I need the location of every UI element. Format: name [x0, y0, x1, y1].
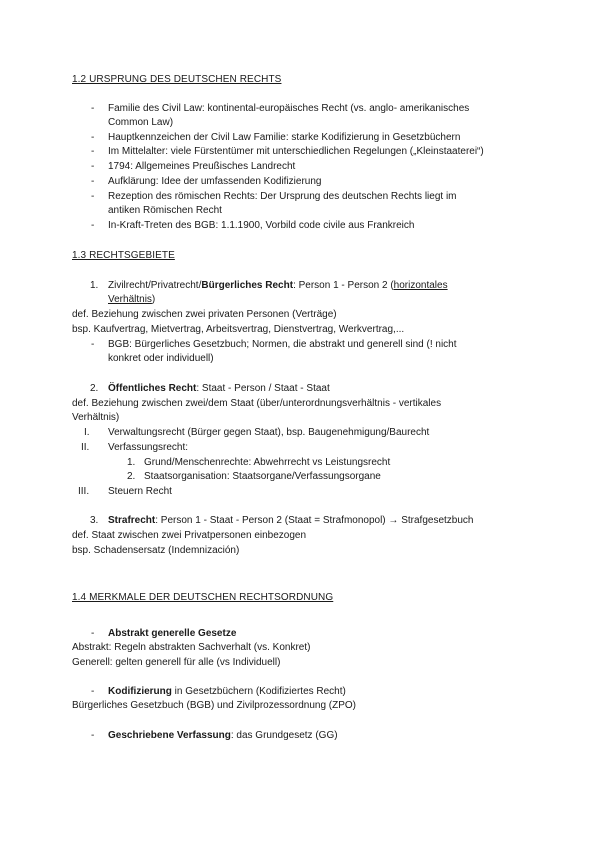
list-item: Verfassungsrecht:	[108, 442, 189, 453]
list-number: 2.	[90, 383, 99, 394]
list-item: 1794: Allgemeines Preußisches Landrecht	[108, 161, 296, 172]
list-item: Common Law)	[108, 117, 174, 128]
definition-text: def. Staat zwischen zwei Privatpersonen einbezogen	[72, 530, 307, 541]
list-item: BGB: Bürgerliches Gesetzbuch; Normen, die abstrakt und generell sind (! nicht	[108, 339, 457, 350]
list-item: Kodifizierung in Gesetzbüchern (Kodifiziertes Recht)	[108, 686, 346, 697]
definition-text: def. Beziehung zwischen zwei/dem Staat (über/unterordnungsverhältnis - vertikales	[72, 398, 442, 409]
list-item: antiken Römischen Recht	[108, 205, 222, 216]
bullet-dash: -	[91, 146, 95, 157]
list-item: Staatsorganisation: Staatsorgane/Verfassungsorgane	[144, 471, 381, 482]
section-heading-1-4: 1.4 MERKMALE DER DEUTSCHEN RECHTSORDNUNG	[72, 592, 334, 603]
sub-number: 2.	[127, 471, 136, 482]
list-item: Im Mittelalter: viele Fürstentümer mit unterschiedlichen Regelungen („Kleinstaaterei“)	[108, 146, 484, 157]
list-item: Verwaltungsrecht (Bürger gegen Staat), bsp. Baugenehmigung/Baurecht	[108, 427, 430, 438]
bullet-dash: -	[91, 176, 95, 187]
section-heading-1-3: 1.3 RECHTSGEBIETE	[72, 250, 175, 261]
roman-number: I.	[84, 427, 90, 438]
definition-text: Verhältnis)	[72, 412, 120, 423]
example-text: bsp. Schadensersatz (Indemnización)	[72, 545, 240, 556]
list-item: Verhältnis)	[108, 294, 156, 305]
list-item: Zivilrecht/Privatrecht/Bürgerliches Recht: Person 1 - Person 2 (horizontales	[108, 280, 448, 291]
bullet-dash: -	[91, 191, 95, 202]
list-item: Öffentliches Recht: Staat - Person / Staat - Staat	[108, 383, 330, 394]
bullet-dash: -	[91, 220, 95, 231]
list-item: Geschriebene Verfassung: das Grundgesetz (GG)	[108, 730, 338, 741]
body-text: Abstrakt: Regeln abstrakten Sachverhalt (vs. Konkret)	[72, 642, 311, 653]
bullet-dash: -	[91, 161, 95, 172]
list-item: Rezeption des römischen Rechts: Der Ursprung des deutschen Rechts liegt im	[108, 191, 457, 202]
roman-number: II.	[81, 442, 90, 453]
list-item: In-Kraft-Treten des BGB: 1.1.1900, Vorbild code civile aus Frankreich	[108, 220, 415, 231]
roman-number: III.	[78, 486, 90, 497]
bullet-dash: -	[91, 103, 95, 114]
list-item: Familie des Civil Law: kontinental-europäisches Recht (vs. anglo- amerikanisches	[108, 103, 470, 114]
list-item: konkret oder individuell)	[108, 353, 214, 364]
body-text: Bürgerliches Gesetzbuch (BGB) und Zivilprozessordnung (ZPO)	[72, 700, 357, 711]
example-text: bsp. Kaufvertrag, Mietvertrag, Arbeitsvertrag, Dienstvertrag, Werkvertrag,...	[72, 324, 405, 335]
list-item: Steuern Recht	[108, 486, 172, 497]
bullet-dash: -	[91, 730, 95, 741]
bullet-dash: -	[91, 339, 95, 350]
list-number: 3.	[90, 515, 99, 526]
definition-text: def. Beziehung zwischen zwei privaten Personen (Verträge)	[72, 309, 337, 320]
list-item: Abstrakt generelle Gesetze	[108, 628, 237, 639]
section-heading-1-2: 1.2 URSPRUNG DES DEUTSCHEN RECHTS	[72, 74, 282, 85]
list-item: Aufklärung: Idee der umfassenden Kodifizierung	[108, 176, 322, 187]
list-item: Strafrecht: Person 1 - Staat - Person 2 (Staat = Strafmonopol) → Strafgesetzbuch	[108, 515, 474, 526]
list-number: 1.	[90, 280, 99, 291]
list-item: Grund/Menschenrechte: Abwehrrecht vs Leistungsrecht	[144, 457, 391, 468]
list-item: Hauptkennzeichen der Civil Law Familie: starke Kodifizierung in Gesetzbüchern	[108, 132, 461, 143]
bullet-dash: -	[91, 628, 95, 639]
bullet-dash: -	[91, 132, 95, 143]
body-text: Generell: gelten generell für alle (vs Individuell)	[72, 657, 281, 668]
bullet-dash: -	[91, 686, 95, 697]
sub-number: 1.	[127, 457, 136, 468]
